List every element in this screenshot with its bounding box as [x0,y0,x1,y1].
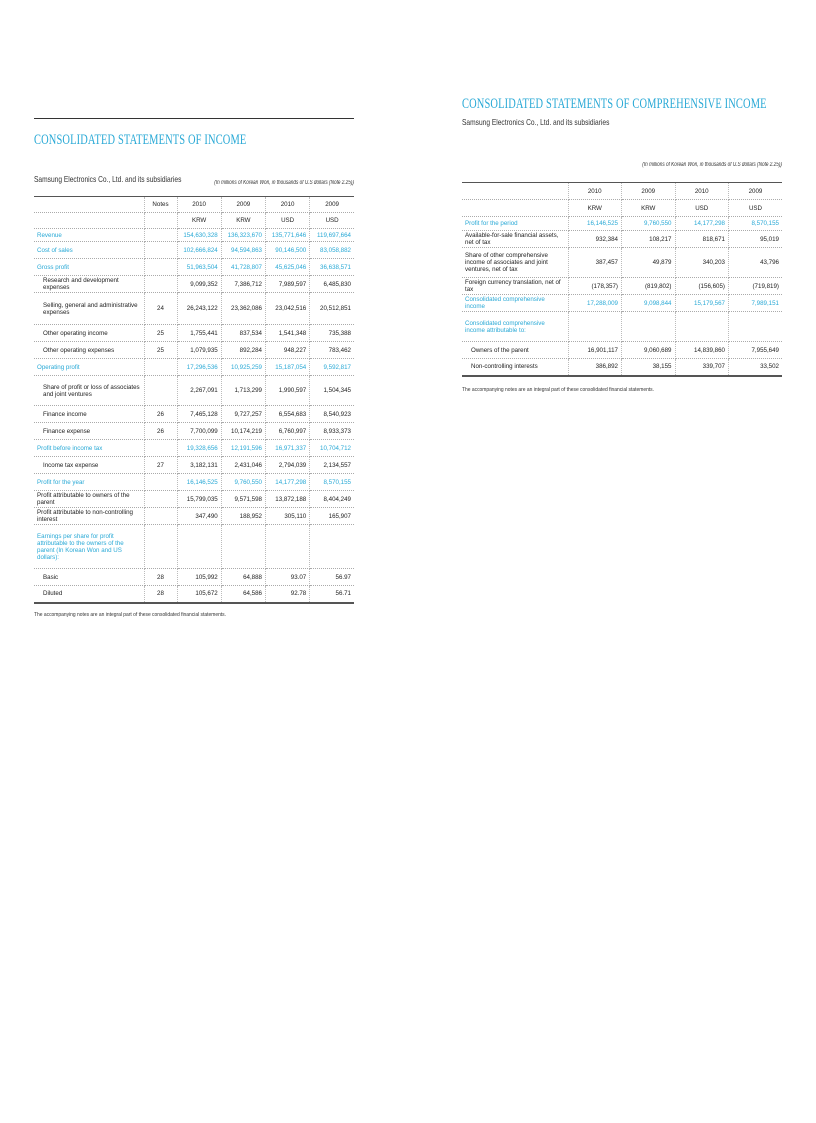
row-value: 9,099,352 [177,276,221,293]
row-note [144,376,177,406]
row-value: 15,799,035 [177,491,221,508]
row-value: 49,879 [622,248,676,278]
row-value: (819,802) [622,278,676,295]
row-value: 892,284 [221,342,265,359]
row-label: Share of profit or loss of associates and joint ventures [34,376,144,406]
row-value: 12,191,596 [221,440,265,457]
row-label: Consolidated comprehensive income attributable to: [462,312,568,342]
row-label: Gross profit [34,259,144,276]
year-header-row [34,197,354,213]
row-value: 340,203 [675,248,729,278]
table-row [34,359,354,376]
table-row [462,342,782,359]
row-value: 15,179,567 [675,295,729,312]
currency-cell: KRW [622,200,676,217]
row-label: Diluted [34,586,144,603]
currency-header-row [462,200,782,217]
year-header-row [462,183,782,200]
row-label: Income tax expense [34,457,144,474]
row-note: 24 [144,293,177,325]
row-label: Profit for the period [462,217,568,231]
row-value: 14,177,298 [675,217,729,231]
row-value: 2,267,091 [177,376,221,406]
row-value: 15,187,054 [266,359,310,376]
table-row [34,525,354,569]
row-value: 33,502 [729,359,783,376]
row-value: 932,384 [568,231,622,248]
row-value: 7,989,597 [266,276,310,293]
row-label: Operating profit [34,359,144,376]
table-row [34,423,354,440]
row-value: 7,989,151 [729,295,783,312]
row-value [266,525,310,569]
row-value: 783,462 [310,342,354,359]
row-value: 10,174,219 [221,423,265,440]
row-value: 9,592,817 [310,359,354,376]
header-cell: 2010 [266,197,310,213]
currency-cell [34,213,144,229]
row-value [622,312,676,342]
row-label: Consolidated comprehensive income [462,295,568,312]
currency-cell: USD [675,200,729,217]
currency-cell [462,200,568,217]
header-cell [462,183,568,200]
row-value: 837,534 [221,325,265,342]
row-value: 8,540,923 [310,406,354,423]
table-row [34,242,354,259]
row-value: 105,672 [177,586,221,603]
row-value: 7,386,712 [221,276,265,293]
row-value: 17,288,009 [568,295,622,312]
row-value [729,312,783,342]
table-row [34,406,354,423]
row-value: 95,019 [729,231,783,248]
row-value: 14,177,298 [266,474,310,491]
table-row [34,276,354,293]
table-row [34,325,354,342]
row-value: 135,771,646 [266,229,310,242]
row-note: 28 [144,586,177,603]
row-value: 818,671 [675,231,729,248]
row-value: 102,666,824 [177,242,221,259]
row-value: 16,146,525 [177,474,221,491]
table-row [34,293,354,325]
row-value: 8,404,249 [310,491,354,508]
row-value: 92.78 [266,586,310,603]
table-row [34,440,354,457]
row-value: 16,971,337 [266,440,310,457]
row-label: Revenue [34,229,144,242]
currency-cell [144,213,177,229]
row-value: 90,146,500 [266,242,310,259]
row-value: 9,098,844 [622,295,676,312]
row-value: 105,992 [177,569,221,586]
row-value: 14,839,860 [675,342,729,359]
row-value: 45,625,046 [266,259,310,276]
row-value: 56.71 [310,586,354,603]
row-value: 36,638,571 [310,259,354,276]
header-cell: 2009 [310,197,354,213]
row-label: Profit before income tax [34,440,144,457]
row-value: 6,554,683 [266,406,310,423]
row-value: 119,697,664 [310,229,354,242]
currency-cell: USD [266,213,310,229]
header-cell: 2010 [568,183,622,200]
table-row [462,248,782,278]
row-value: 9,060,689 [622,342,676,359]
row-value [221,525,265,569]
row-value: 7,700,099 [177,423,221,440]
row-note: 25 [144,325,177,342]
row-value: 20,512,851 [310,293,354,325]
row-value: 1,541,348 [266,325,310,342]
row-note [144,508,177,525]
row-note: 26 [144,406,177,423]
income-units: (In millions of Korean Won, in thousands of U.S dollars (Note 2.25)) [214,180,354,186]
currency-header-row [34,213,354,229]
row-label: Foreign currency translation, net of tax [462,278,568,295]
row-value: 51,963,504 [177,259,221,276]
row-value: 1,504,345 [310,376,354,406]
table-row [34,457,354,474]
table-row [34,376,354,406]
row-value: 948,227 [266,342,310,359]
header-cell [34,197,144,213]
row-note: 27 [144,457,177,474]
row-note [144,440,177,457]
row-note: 28 [144,569,177,586]
row-value: 387,457 [568,248,622,278]
header-cell: 2010 [675,183,729,200]
row-value: 9,760,550 [221,474,265,491]
row-value: 56.97 [310,569,354,586]
row-value: 8,570,155 [729,217,783,231]
row-value: 1,990,597 [266,376,310,406]
row-note [144,474,177,491]
comprehensive-table [462,182,782,377]
row-value: 16,901,117 [568,342,622,359]
row-value: 23,362,086 [221,293,265,325]
row-value [310,525,354,569]
comprehensive-units: (In millions of Korean Won, in thousands of U.S dollars (Note 2.25)) [642,162,782,168]
comprehensive-title: CONSOLIDATED STATEMENTS OF COMPREHENSIVE INCOME [462,96,767,112]
row-value: 43,796 [729,248,783,278]
row-note [144,525,177,569]
table-row [34,491,354,508]
row-label: Research and development expenses [34,276,144,293]
row-value: 16,146,525 [568,217,622,231]
row-value: (719,819) [729,278,783,295]
row-value: 1,079,935 [177,342,221,359]
row-value: 23,042,516 [266,293,310,325]
row-value: 386,892 [568,359,622,376]
row-label: Other operating income [34,325,144,342]
row-value: 13,872,188 [266,491,310,508]
row-value: 19,328,656 [177,440,221,457]
row-value: 108,217 [622,231,676,248]
row-note [144,491,177,508]
row-value: 17,296,536 [177,359,221,376]
row-value: 64,586 [221,586,265,603]
row-value: 9,727,257 [221,406,265,423]
income-footnote: The accompanying notes are an integral part of these consolidated financial statements. [34,611,227,618]
row-label: Selling, general and administrative expenses [34,293,144,325]
table-row [462,312,782,342]
table-row [34,342,354,359]
header-cell: Notes [144,197,177,213]
table-row [34,508,354,525]
row-value: (156,605) [675,278,729,295]
row-value: 7,955,649 [729,342,783,359]
row-value: 6,485,830 [310,276,354,293]
row-value: 26,243,122 [177,293,221,325]
currency-cell: USD [310,213,354,229]
table-row [34,474,354,491]
row-value [675,312,729,342]
table-row [462,231,782,248]
row-value: 10,925,259 [221,359,265,376]
row-label: Basic [34,569,144,586]
row-value: 83,058,882 [310,242,354,259]
row-value: 2,134,557 [310,457,354,474]
row-value: 347,490 [177,508,221,525]
row-value: 136,323,670 [221,229,265,242]
row-value: 165,907 [310,508,354,525]
row-value: 3,182,131 [177,457,221,474]
table-row [34,229,354,242]
row-value: 64,888 [221,569,265,586]
row-value [568,312,622,342]
row-value: 8,570,155 [310,474,354,491]
header-cell: 2009 [622,183,676,200]
row-label: Owners of the parent [462,342,568,359]
row-note [144,259,177,276]
row-value: (178,357) [568,278,622,295]
currency-cell: KRW [177,213,221,229]
header-cell: 2009 [221,197,265,213]
row-note [144,229,177,242]
row-value: 7,465,128 [177,406,221,423]
currency-cell: KRW [568,200,622,217]
row-value: 9,571,598 [221,491,265,508]
row-value: 93.07 [266,569,310,586]
income-table [34,196,354,604]
row-label: Other operating expenses [34,342,144,359]
row-label: Finance expense [34,423,144,440]
row-value: 6,760,997 [266,423,310,440]
row-value: 1,755,441 [177,325,221,342]
row-value: 339,707 [675,359,729,376]
row-value: 10,704,712 [310,440,354,457]
row-value: 305,110 [266,508,310,525]
row-label: Share of other comprehensive income of associates and joint ventures, net of tax [462,248,568,278]
row-note: 26 [144,423,177,440]
income-statement [34,118,354,618]
row-value: 2,431,046 [221,457,265,474]
row-note [144,276,177,293]
row-label: Cost of sales [34,242,144,259]
table-row [34,569,354,586]
table-row [462,359,782,376]
row-value: 154,630,328 [177,229,221,242]
row-value: 94,594,863 [221,242,265,259]
row-note: 25 [144,342,177,359]
header-cell: 2009 [729,183,783,200]
row-label: Profit attributable to non-controlling interest [34,508,144,525]
row-label: Available-for-sale financial assets, net of tax [462,231,568,248]
comprehensive-statement [462,96,782,393]
row-label: Profit attributable to owners of the parent [34,491,144,508]
row-label: Non-controlling interests [462,359,568,376]
row-note [144,359,177,376]
table-row [462,295,782,312]
row-label: Earnings per share for profit attributable to the owners of the parent (In Korean Won and US dollars): [34,525,144,569]
row-value: 9,760,550 [622,217,676,231]
comprehensive-company: Samsung Electronics Co., Ltd. and its subsidiaries [462,117,610,127]
header-cell: 2010 [177,197,221,213]
row-value: 1,713,299 [221,376,265,406]
row-value: 2,794,039 [266,457,310,474]
row-label: Finance income [34,406,144,423]
row-note [144,242,177,259]
table-row [462,278,782,295]
row-label: Profit for the year [34,474,144,491]
currency-cell: USD [729,200,783,217]
row-value: 38,155 [622,359,676,376]
row-value [177,525,221,569]
table-row [34,586,354,603]
table-row [462,217,782,231]
row-value: 8,933,373 [310,423,354,440]
row-value: 188,952 [221,508,265,525]
currency-cell: KRW [221,213,265,229]
comprehensive-footnote: The accompanying notes are an integral part of these consolidated financial statements. [462,386,655,393]
row-value: 41,728,807 [221,259,265,276]
income-title: CONSOLIDATED STATEMENTS OF INCOME [34,132,247,148]
table-row [34,259,354,276]
row-value: 735,388 [310,325,354,342]
income-company: Samsung Electronics Co., Ltd. and its subsidiaries [34,174,182,184]
